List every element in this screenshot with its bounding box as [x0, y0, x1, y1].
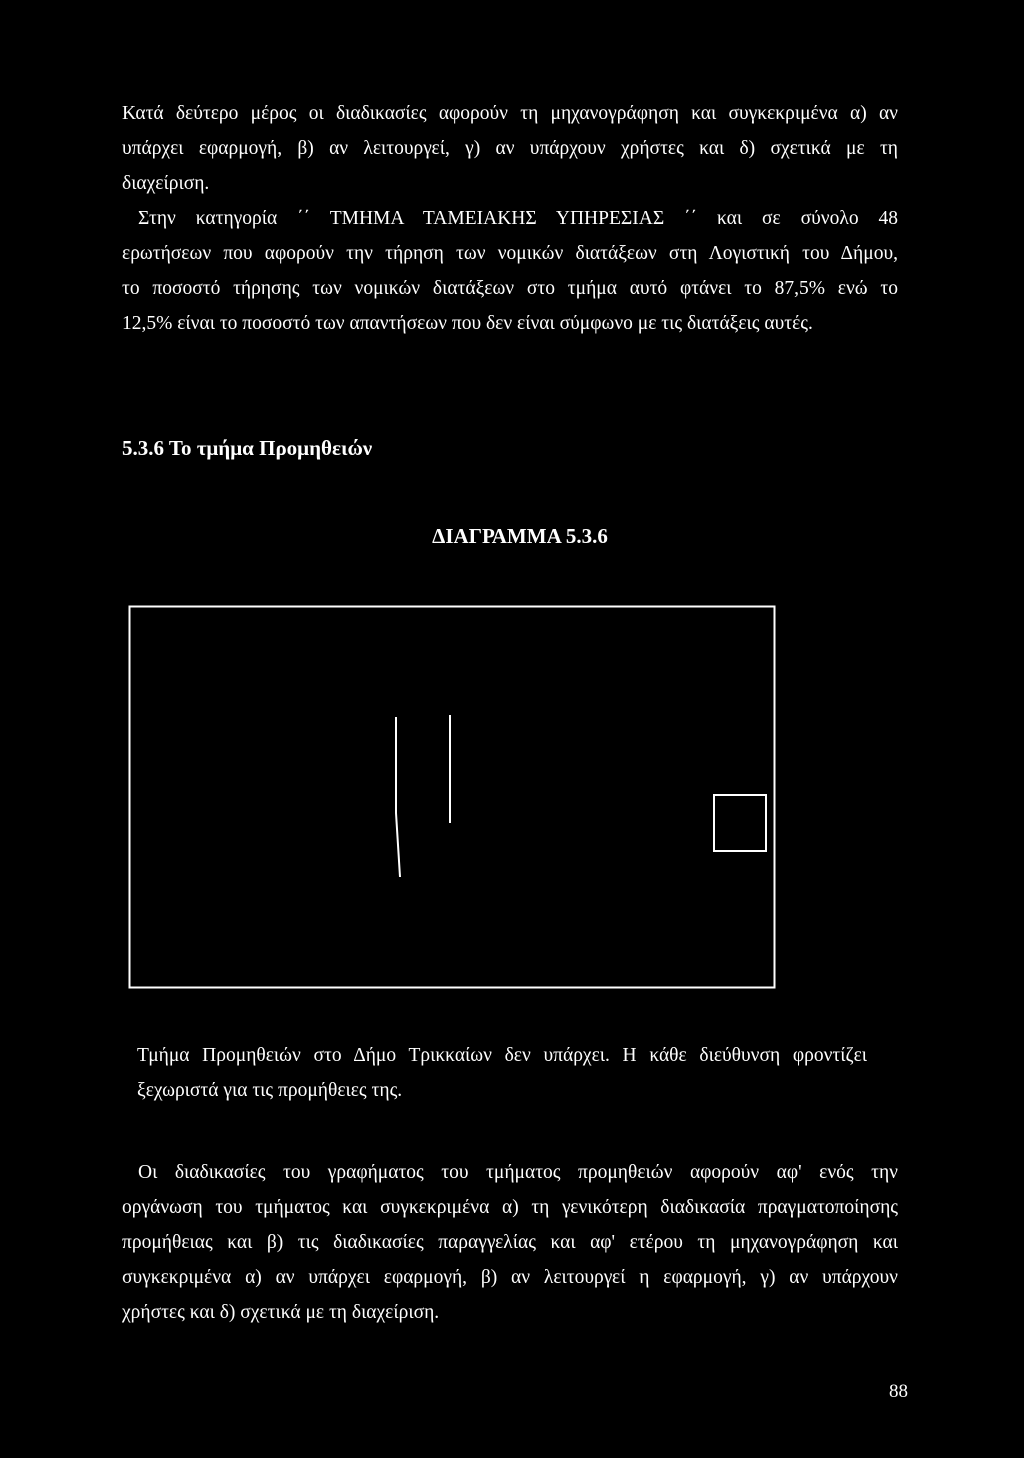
paragraph-line: Στην κατηγορία ΄΄ ΤΜΗΜΑ ΤΑΜΕΙΑΚΗΣ ΥΠΗΡΕΣΙΑΣ ΄΄ και σε σύνολο 48 — [138, 208, 898, 229]
paragraph-line: συγκεκριμένα α) αν υπάρχει εφαρμογή, β) αν λειτουργεί η εφαρμογή, γ) αν υπάρχουν — [122, 1267, 898, 1288]
section-heading: 5.3.6 Το τμήμα Προμηθειών — [122, 436, 373, 460]
paragraph-line: Κατά δεύτερο μέρος οι διαδικασίες αφορούν τη μηχανογράφηση και συγκεκριμένα α) αν — [122, 103, 898, 124]
paragraph-line: Οι διαδικασίες του γραφήματος του τμήματος προμηθειών αφορούν αφ' ενός την — [138, 1162, 898, 1183]
note-paragraph — [137, 1038, 867, 1108]
paragraph-line: διαχείριση. — [122, 173, 210, 194]
paragraph-promitheies — [122, 1155, 898, 1330]
diagram-title: ΔΙΑΓΡΑΜΜΑ 5.3.6 — [432, 524, 608, 548]
page-number: 88 — [889, 1381, 908, 1402]
diagram-mark-left-tail — [396, 813, 400, 877]
diagram-frame — [128, 605, 776, 989]
diagram-border — [130, 607, 775, 988]
paragraph-tameiaki — [122, 96, 898, 341]
paragraph-line: οργάνωση του τμήματος και συγκεκριμένα α) τη γενικότερη διαδικασία πραγματοποίησης — [122, 1197, 898, 1218]
paragraph-line: 12,5% είναι το ποσοστό των απαντήσεων που δεν είναι σύμφωνο με τις διατάξεις αυτές. — [122, 313, 813, 334]
legend-box — [714, 795, 766, 851]
note-line: Τμήμα Προμηθειών στο Δήμο Τρικκαίων δεν υπάρχει. Η κάθε διεύθυνση φροντίζει — [137, 1045, 867, 1066]
note-line: ξεχωριστά για τις προμήθειες της. — [137, 1080, 403, 1101]
paragraph-line: ερωτήσεων που αφορούν την τήρηση των νομικών διατάξεων στη Λογιστική του Δήμου, — [122, 243, 898, 264]
paragraph-line: υπάρχει εφαρμογή, β) αν λειτουργεί, γ) αν υπάρχουν χρήστες και δ) σχετικά με τη — [122, 138, 898, 159]
paragraph-line: προμήθειας και β) τις διαδικασίες παραγγελίας και αφ' ετέρου τη μηχανογράφηση και — [122, 1232, 898, 1253]
paragraph-line: το ποσοστό τήρησης των νομικών διατάξεων στο τμήμα αυτό φτάνει το 87,5% ενώ το — [122, 278, 898, 299]
paragraph-line: χρήστες και δ) σχετικά με τη διαχείριση. — [122, 1302, 440, 1323]
